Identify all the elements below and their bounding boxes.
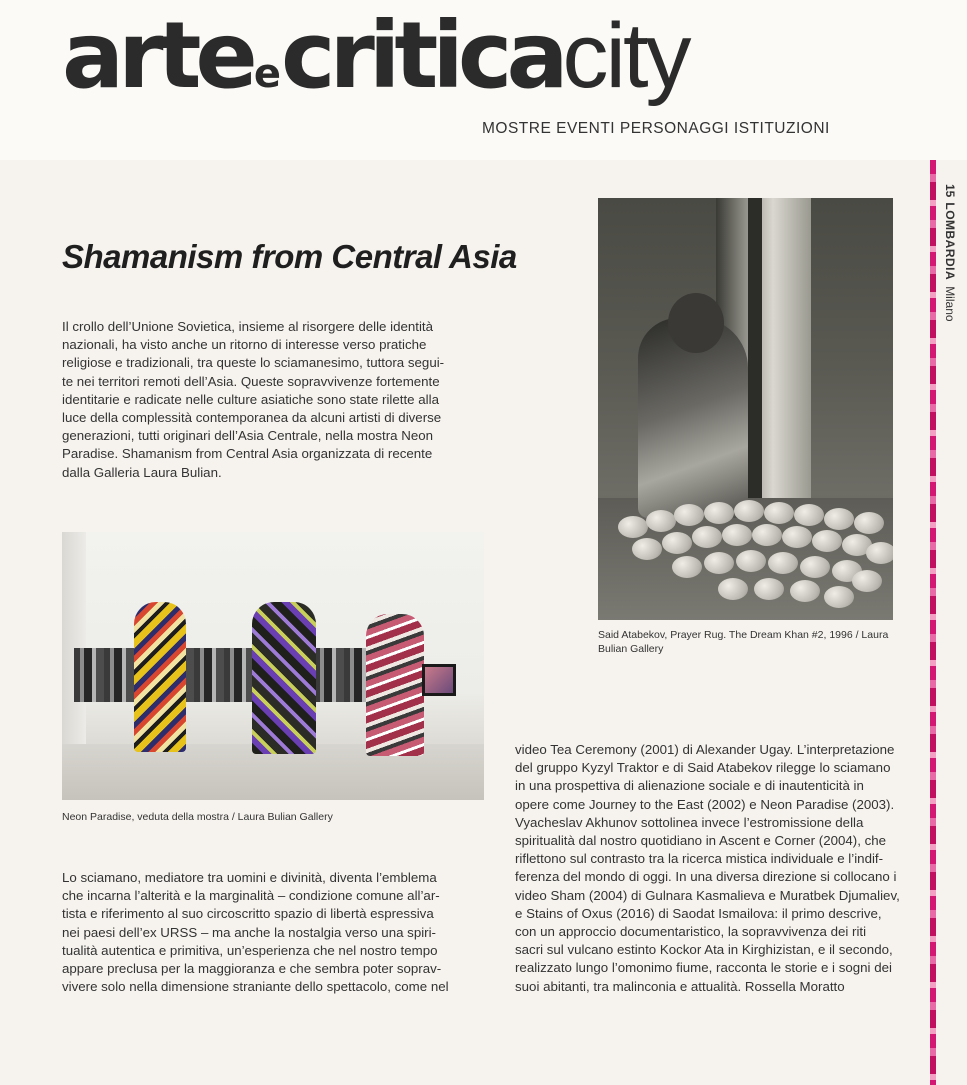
photo-exhibition-view bbox=[62, 532, 484, 800]
video-monitor-icon bbox=[422, 664, 456, 696]
section-label bbox=[943, 184, 957, 322]
article-column-right: video Tea Ceremony (2001) di Alexander Ugay. L’interpretazione del gruppo Kyzyl Traktor e di Said Atabekov rilegge lo sciamano in una prospettiva di alienazione sociale e di inautenticità in opere come Journey to the East (2002) e Neon Paradise (2003). Vyacheslav Akhunov sottolinea invece l’estromissione della spiritualità dal nostro quotidiano in Ascent e Corner (2004), che riflettono sul contrasto tra la ricerca mistica individuale e l’indif- ferenza del mondo di oggi. In una diversa direzione si collocano i video Sham (2004) di Gulnara Kasmalieva e Muratbek Djumaliev, e Stains of Oxus (2016) di Saodat Ismailova: il primo descrive, con un approccio documentaristico, la sopravvivenza dei riti sacri sul vulcano estinto Kockor Ata in Kirghizistan, e il secondo, realizzato lungo l’omonimo fiume, racconta le storie e i sogni dei suoi abitanti, tra malinconia e attualità. Rossella Moratto bbox=[515, 742, 900, 994]
masthead-tagline: MOSTRE EVENTI PERSONAGGI ISTITUZIONI bbox=[482, 120, 830, 137]
region-label: LOMBARDIA bbox=[943, 202, 957, 281]
photo-prayer-rug bbox=[598, 198, 893, 620]
page-number: 15 bbox=[943, 184, 957, 198]
article-column-left: Lo sciamano, mediatore tra uomini e divinità, diventa l’emblema che incarna l’alterità e la marginalità – condizione comune all’ar- tista e riferimento al suo circoscritto spazio di libertà espressiva nei paesi dell’ex URSS – ma anche la nostalgia verso una spiri- tualità autentica e primitiva, un’esperienza che nel nostro tempo appare preclusa per la maggioranza e che sembra poter soprav- vivere solo nella dimensione straniante dello spettacolo, come nel bbox=[62, 870, 449, 995]
logo-letter-e: e bbox=[253, 51, 279, 97]
logo-word-city: city bbox=[562, 5, 689, 107]
logo-word-critica: critica bbox=[280, 2, 563, 109]
logo-word-arte: arte bbox=[62, 2, 252, 109]
article-intro-paragraph: Il crollo dell’Unione Sovietica, insieme al risorgere delle identità nazionali, ha visto anche un ritorno di interesse verso pratiche religiose e tradizionali, tra queste lo sciamanesimo, tuttora segui- te nei territori remoti dell’Asia. Queste sopravvivenze fortemente identitarie e radicate nelle culture asiatiche sono state rilette alla luce della complessità contemporanea da alcuni artisti di diverse generazioni, tutti originari dell’Asia Centrale, nella mostra Neon Paradise. Shamanism from Central Asia organizzata di recente dalla Galleria Laura Bulian. bbox=[62, 319, 445, 480]
city-label: Milano bbox=[943, 286, 957, 322]
article-title: Shamanism from Central Asia bbox=[62, 238, 517, 275]
photo-caption-prayer-rug: Said Atabekov, Prayer Rug. The Dream Khan #2, 1996 / Laura Bulian Gallery bbox=[598, 629, 889, 655]
sidebar-accent-rule bbox=[930, 160, 936, 1085]
publication-logo[interactable] bbox=[62, 2, 689, 109]
masthead bbox=[0, 0, 967, 160]
photo-caption-exhibition: Neon Paradise, veduta della mostra / Laura Bulian Gallery bbox=[62, 811, 333, 823]
